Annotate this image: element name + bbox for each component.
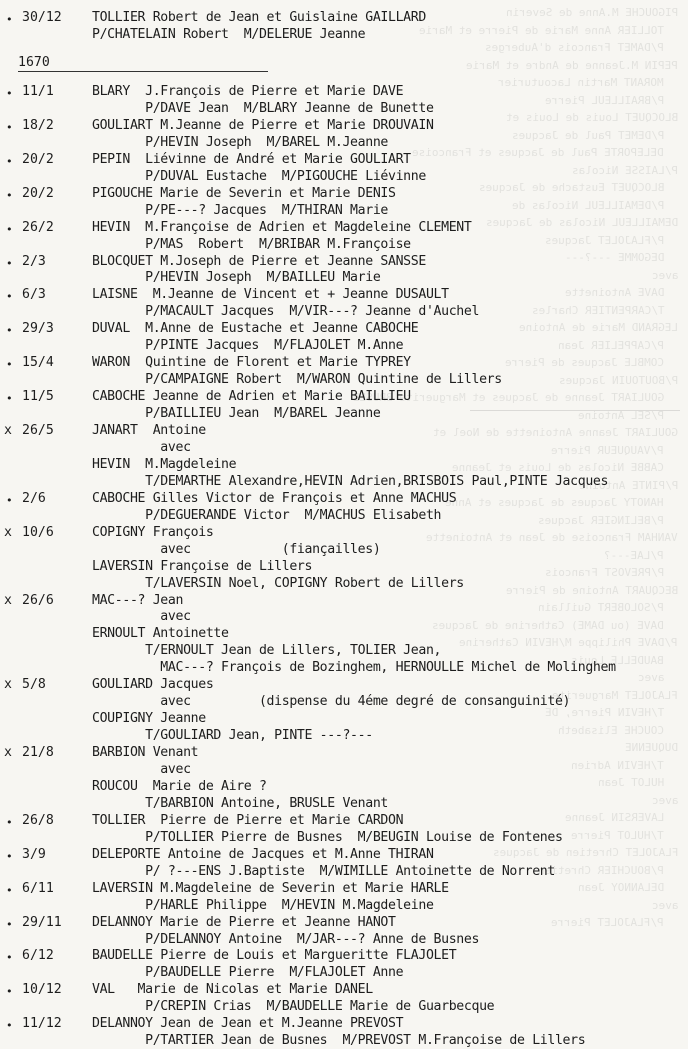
entry-line: P/DELANNOY Antoine M/JAR---? Anne de Busnes [92,931,480,947]
marriage-marker: x [4,677,12,693]
entry-date: 20/2 [22,185,54,201]
baptism-marker: • [6,392,13,406]
entry-line: P/ ?---ENS J.Baptiste M/WIMILLE Antoinette de Norrent [92,863,555,879]
bleed-through-line: HANOTY Jacques de Jacques et Anne [445,496,664,509]
entry-line: DUVAL M.Anne de Eustache et Jeanne CABOCHE [92,321,419,337]
baptism-marker: • [6,951,13,965]
entry-line: P/TARTIER Jean de Busnes M/PREVOST M.Françoise de Lillers [92,1033,586,1049]
entry-line: MAC---? Jean [92,592,184,608]
baptism-marker: • [6,815,13,829]
bleed-through-line: MORANT Martin Lacouturier [498,76,664,89]
bleed-through-line: P/DEMET Paul de Jacques [511,128,664,142]
bleed-through-line: BLOCQUET Louis de Louis et [505,111,678,124]
bleed-through-line: avec [651,268,678,282]
baptism-marker: • [6,883,13,897]
marriage-marker: x [4,524,12,540]
marriage-marker: x [4,592,12,608]
bleed-through-line: T/HEVIN Pierre, DE [544,706,664,719]
entry-line: avec [92,439,191,455]
bleed-through-line: DEGOMME ---?--- [564,251,664,264]
marriage-marker: x [4,745,12,761]
baptism-marker: • [6,1019,13,1033]
entry-date: 30/12 [22,10,62,25]
bleed-through-line: avec [651,793,678,807]
baptism-marker: • [6,120,13,134]
year-divider [18,71,268,72]
baptism-marker: • [6,324,13,338]
bleed-through-line: GOULIART Jeanne Antoinette de Noel et [432,426,678,439]
bleed-through-line: COMBLE Jacques de Pierre [505,356,664,369]
entry-line: ERNOULT Antoinette [92,626,229,642]
bleed-through-line: P/CAPPELIER Jean [558,338,664,352]
entry-date: 26/8 [22,812,54,828]
entry-line: DELEPORTE Antoine de Jacques et M.Anne THIRAN [92,846,434,862]
baptism-marker: • [6,985,13,999]
entry-date: 21/8 [22,745,54,761]
entry-date: 6/12 [22,948,54,964]
baptism-marker: • [6,849,13,863]
bleed-through-line: TOLLIER Anne Marie de Pierre et Marie [418,23,664,37]
entry-line: VAL Marie de Nicolas et Marie DANEL [92,982,373,998]
entry-date: 26/6 [22,592,54,608]
bleed-through-line: T/HULOT Pierre [571,828,664,842]
bleed-through-line: VANHAM Francoise de Jean et Antoinette [426,531,678,544]
entry-line: MAC---? François de Bozinghem, HERNOULLE Michel de Molinghem [92,660,616,676]
baptism-marker: • [6,87,13,100]
entry-date: 2/6 [22,490,46,506]
entry-line: GOULIART M.Jeanne de Pierre et Marie DROUVAIN [92,117,434,133]
entry-line: P/BAUDELLE Pierre M/FLAJOLET Anne [92,965,404,981]
bleed-through-line: HULOT Jean [597,776,664,789]
entry-line: T/BARBION Antoine, BRUSLE Venant [92,795,388,811]
entry-date: 2/3 [22,253,46,269]
entry-date: 6/11 [22,880,54,896]
bleed-through-line: P/FLAJOLET Pierre [551,916,664,929]
bleed-through-line: P/DAMET Francois d'Auberges [485,41,664,54]
baptism-marker: • [6,290,13,304]
bleed-through-line: P/BOUTOUIN Jacques [558,373,678,387]
baptism-marker: • [6,256,13,270]
entry-line: LAVERSIN Françoise de Lillers [92,558,313,574]
entry-line: JANART Antoine [92,423,206,438]
entry-line: BAUDELLE Pierre de Louis et Margueritte FLAJOLET [92,948,457,964]
entry-date: 5/8 [22,677,46,693]
entry-line: HEVIN M.Françoise de Adrien et Magdeleine CLEMENT [92,219,472,235]
entry-line: avec (dispense du 4éme degré de consanguinité) [92,694,571,710]
entry-line: T/GOULIARD Jean, PINTE ---?--- [92,728,373,744]
entry-date: 29/11 [22,914,62,930]
bleed-through-line: BECQUART Antoine de Pierre [505,583,678,597]
bleed-through-line: BAUDELLE Louis [571,653,664,667]
entry-line: P/CAMPAIGNE Robert M/WARON Quintine de Lillers [92,372,502,388]
entry-line: avec [92,762,191,777]
entry-line: DELANNOY Jean de Jean et M.Jeanne PREVOST [92,1016,404,1032]
bleed-through-line: P/LAE---? [604,548,664,562]
bleed-through-line: T/HEVIN Adrien [571,758,664,772]
entry-line: HEVIN M.Magdeleine [92,456,237,472]
year-heading: 1670 [18,55,50,70]
entry-line: T/ERNOULT Jean de Lillers, TOLIER Jean, [92,643,442,659]
bleed-through-line: COUCHE Elisabeth [558,723,664,737]
entry-line: TOLLIER Robert de Jean et Guislaine GAILLARD [92,10,426,25]
entry-line: BARBION Venant [92,745,199,761]
bleed-through-line: DUQUENNE [625,741,678,754]
entry-date: 26/2 [22,219,54,235]
entry-date: 26/5 [22,423,54,438]
entry-line: P/DAVE Jean M/BLARY Jeanne de Bunette [92,100,434,116]
bleed-through-line: P/VAUQUEUR Pierre [551,443,664,457]
entry-line: COUPIGNY Jeanne [92,711,206,727]
entry-line: P/PINTE Jacques M/FLAJOLET M.Anne [92,338,404,354]
entry-line: ROUCOU Marie de Aire ? [92,778,267,794]
entry-line: BLARY J.François de Pierre et Marie DAVE [92,84,404,99]
entry-date: 10/12 [22,982,62,998]
baptism-marker: • [6,917,13,931]
bleed-through-line: P/DEMAILLEUL Nicolas de [511,198,664,212]
entry-line: P/CREPIN Crias M/BAUDELLE Marie de Guarbecque [92,999,495,1015]
bleed-through-line: LAVERSIN Jeanne [564,811,664,824]
entry-line: LAVERSIN M.Magdeleine de Severin et Marie HARLE [92,880,449,896]
bleed-through-line: DELEPORTE Paul de Jacques et Francoise [412,146,664,159]
bleed-through-line: P/BELINGIER Jacques [538,513,664,527]
baptism-marker: • [6,188,13,202]
entry-line: LAISNE M.Jeanne de Vincent et + Jeanne DUSAULT [92,287,449,303]
entry-line: COPIGNY François [92,524,214,540]
entry-line: avec [92,609,191,625]
bleed-through-line: DELANNOY Jean [577,881,664,894]
bleed-through-line: FLAJOLET Marguerite [552,688,678,702]
bleed-through-line: LEGRAND Marie de Antoine [519,321,678,334]
bleed-through-line: GOULIART Jeanne de Jacques et Marguerite BRUSLE [352,391,664,404]
bleed-through-line: PEPIN M.Jeanne de Andre et Marie [466,58,678,72]
bleed-through-line: T/CARPENTIER Charles [531,303,664,317]
bleed-through-line: P/PINTE Antoine [578,478,678,492]
entry-line: P/PE---? Jacques M/THIRAN Marie [92,202,388,218]
entry-line: CABOCHE Jeanne de Adrien et Marie BAILLIEU [92,389,411,405]
entry-line: P/TOLLIER Pierre de Busnes M/BEUGIN Louise de Fontenes [92,829,563,845]
bleed-through-line: P/SOLOBERT Guillain [538,601,664,614]
entry-date: 3/9 [22,846,46,862]
bleed-through-line: P/BOUCHIER Chretien [538,863,664,877]
entry-line: avec (fiançailles) [92,541,381,557]
bleed-through-line: CABBE Nicolas de Louis et Jeanne [452,461,664,474]
bleed-through-line: DEMAILLEUL Nicolas de Jacques [485,216,678,229]
entry-line: P/DUVAL Eustache M/PIGOUCHE Liévinne [92,168,426,184]
marriage-marker: x [4,423,12,438]
bleed-through-line: PIGOUCHE M.Anne de Severin [505,6,678,19]
bleed-through-line: P/LAISSE Nicolas [572,163,678,177]
entry-line: GOULIARD Jacques [92,677,214,693]
entry-date: 29/3 [22,321,54,337]
baptism-marker: • [6,493,13,507]
entry-line: P/MACAULT Jacques M/VIR---? Jeanne d'Auchel [92,304,480,320]
entry-line: CABOCHE Gilles Victor de François et Anne MACHUS [92,490,457,506]
baptism-marker: • [6,222,13,236]
entry-date: 11/12 [22,1016,62,1032]
entry-line: P/MAS Robert M/BRIBAR M.Françoise [92,236,411,252]
entry-date: 18/2 [22,117,54,133]
bleed-through-line: P/DAVE Philippe M/HEVIN Catherine [459,636,678,649]
entry-line: P/CHATELAIN Robert M/DELERUE Jeanne [92,27,366,42]
bleed-through-line: BLOCQUET Eustache de Jacques [478,181,664,194]
entry-date: 10/6 [22,524,54,540]
bleed-through-line: avec [637,671,664,684]
baptism-marker: • [6,13,13,26]
bleed-through-line: P/BRAILLEUL Pierre [544,93,664,107]
entry-line: P/HEVIN Joseph M/BAILLEU Marie [92,270,381,286]
entry-date: 6/3 [22,287,46,303]
entry-line: TOLLIER Pierre de Pierre et Marie CARDON [92,812,404,828]
entry-line: P/HARLE Philippe M/HEVIN M.Magdeleine [92,897,434,913]
entry-date: 20/2 [22,151,54,167]
entry-line: WARON Quintine de Florent et Marie TYPREY [92,355,411,371]
entry-line: T/LAVERSIN Noel, COPIGNY Robert de Lillers [92,575,464,591]
bleed-through-line: DAVE Antoinette [564,286,664,299]
entry-line: T/DEMARTHE Alexandre,HEVIN Adrien,BRISBOIS Paul,PINTE Jacques [92,473,609,489]
bleed-through-rule [470,410,680,411]
baptism-marker: • [6,154,13,168]
bleed-through-line: P/FLAJOLET Jacques [544,233,664,247]
bleed-through-line: P/PREVOST Francois [544,566,664,579]
bleed-through-line: P/SEL Antoine [577,408,664,422]
bleed-through-line: FLAJOLET Chretien de Jacques [492,846,678,859]
entry-date: 11/1 [22,84,54,99]
bleed-through-line: avec [651,898,678,912]
entry-line: P/BAILLIEU Jean M/BAREL Jeanne [92,406,381,422]
entry-line: P/DEGUERANDE Victor M/MACHUS Elisabeth [92,507,442,523]
entry-line: BLOCQUET M.Joseph de Pierre et Jeanne SANSSE [92,253,426,269]
entry-date: 15/4 [22,355,54,371]
entry-line: P/HEVIN Joseph M/BAREL M.Jeanne [92,134,388,150]
entry-line: PEPIN Liévinne de André et Marie GOULIART [92,151,411,167]
baptism-marker: • [6,358,13,372]
entry-line: PIGOUCHE Marie de Severin et Marie DENIS [92,185,396,201]
entry-line: DELANNOY Marie de Pierre et Jeanne HANOT [92,914,396,930]
bleed-through-line: DAVE (ou DAME) Catherine de Jacques [432,618,664,632]
entry-date: 11/5 [22,389,54,405]
